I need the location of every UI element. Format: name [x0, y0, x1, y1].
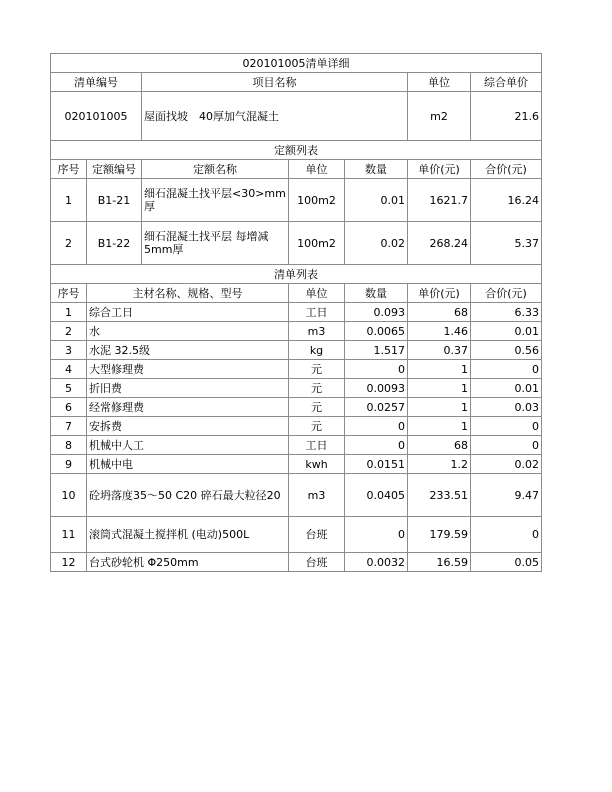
material-row: [51, 398, 542, 417]
material-unit: m3: [289, 322, 345, 341]
material-row: [51, 417, 542, 436]
material-row: [51, 360, 542, 379]
material-total: 6.33: [471, 303, 542, 322]
material-total: 9.47: [471, 474, 542, 517]
bill-unit: m2: [408, 92, 471, 141]
quota-unit-price: 1621.7: [408, 179, 471, 222]
material-name: 台式砂轮机 Φ250mm: [87, 553, 289, 572]
material-no: 7: [51, 417, 87, 436]
material-no: 8: [51, 436, 87, 455]
quota-unit-price-header: 单价(元): [408, 160, 471, 179]
quota-total-header: 合价(元): [471, 160, 542, 179]
quota-section-title: 定额列表: [51, 141, 542, 160]
material-qty-header: 数量: [345, 284, 408, 303]
material-row: [51, 455, 542, 474]
material-total-header: 合价(元): [471, 284, 542, 303]
material-qty: 0: [345, 417, 408, 436]
material-no: 4: [51, 360, 87, 379]
material-no: 1: [51, 303, 87, 322]
material-row: [51, 553, 542, 572]
material-unit-price: 1.46: [408, 322, 471, 341]
material-name: 机械中人工: [87, 436, 289, 455]
quota-code: B1-21: [87, 179, 142, 222]
title-row: [51, 54, 542, 73]
list-section-title: 清单列表: [51, 265, 542, 284]
material-name: 机械中电: [87, 455, 289, 474]
quota-section-row: [51, 141, 542, 160]
material-unit-price: 233.51: [408, 474, 471, 517]
material-no: 3: [51, 341, 87, 360]
material-unit-price: 68: [408, 436, 471, 455]
material-unit-price: 1: [408, 398, 471, 417]
quota-no: 2: [51, 222, 87, 265]
quota-qty: 0.01: [345, 179, 408, 222]
quota-row: [51, 179, 542, 222]
material-unit: kwh: [289, 455, 345, 474]
quota-no-header: 序号: [51, 160, 87, 179]
material-qty: 0: [345, 436, 408, 455]
quota-qty: 0.02: [345, 222, 408, 265]
material-unit: 元: [289, 360, 345, 379]
material-name: 滚筒式混凝土搅拌机 (电动)500L: [87, 517, 289, 553]
bill-name: 屋面找坡 40厚加气混凝土: [142, 92, 408, 141]
material-no-header: 序号: [51, 284, 87, 303]
page-title: 020101005清单详细: [51, 54, 542, 73]
quota-unit: 100m2: [289, 179, 345, 222]
material-no: 5: [51, 379, 87, 398]
material-row: [51, 379, 542, 398]
material-unit-price-header: 单价(元): [408, 284, 471, 303]
material-unit: 元: [289, 398, 345, 417]
material-unit-price: 16.59: [408, 553, 471, 572]
quota-name-header: 定额名称: [142, 160, 289, 179]
bill-detail-table: [50, 53, 542, 572]
material-total: 0: [471, 517, 542, 553]
material-row: [51, 303, 542, 322]
material-unit: 台班: [289, 553, 345, 572]
quota-unit-header: 单位: [289, 160, 345, 179]
material-unit: 工日: [289, 303, 345, 322]
material-name: 水泥 32.5级: [87, 341, 289, 360]
bill-code: 020101005: [51, 92, 142, 141]
quota-name: 细石混凝土找平层<30>mm厚: [142, 179, 289, 222]
quota-qty-header: 数量: [345, 160, 408, 179]
material-total: 0.02: [471, 455, 542, 474]
material-unit-price: 1: [408, 379, 471, 398]
material-unit: kg: [289, 341, 345, 360]
material-qty: 1.517: [345, 341, 408, 360]
material-unit-price: 1: [408, 360, 471, 379]
material-row: [51, 341, 542, 360]
quota-total: 5.37: [471, 222, 542, 265]
quota-code: B1-22: [87, 222, 142, 265]
quota-row: [51, 222, 542, 265]
material-name: 砼坍落度35～50 C20 碎石最大粒径20: [87, 474, 289, 517]
bill-code-header: 清单编号: [51, 73, 142, 92]
material-name: 经常修理费: [87, 398, 289, 417]
material-qty: 0: [345, 360, 408, 379]
bill-price-header: 综合单价: [471, 73, 542, 92]
list-section-row: [51, 265, 542, 284]
material-unit-price: 1: [408, 417, 471, 436]
material-total: 0: [471, 417, 542, 436]
material-name: 折旧费: [87, 379, 289, 398]
material-unit: 工日: [289, 436, 345, 455]
material-qty: 0.0257: [345, 398, 408, 417]
material-no: 10: [51, 474, 87, 517]
material-no: 12: [51, 553, 87, 572]
material-unit: 台班: [289, 517, 345, 553]
material-total: 0: [471, 436, 542, 455]
material-total: 0.01: [471, 379, 542, 398]
material-row: [51, 436, 542, 455]
material-qty: 0: [345, 517, 408, 553]
material-unit-price: 1.2: [408, 455, 471, 474]
bill-row: [51, 92, 542, 141]
quota-unit: 100m2: [289, 222, 345, 265]
bill-header-row: [51, 73, 542, 92]
material-name: 综合工日: [87, 303, 289, 322]
material-qty: 0.0065: [345, 322, 408, 341]
material-no: 6: [51, 398, 87, 417]
material-qty: 0.0151: [345, 455, 408, 474]
quota-no: 1: [51, 179, 87, 222]
material-unit-price: 68: [408, 303, 471, 322]
material-unit-price: 179.59: [408, 517, 471, 553]
material-no: 2: [51, 322, 87, 341]
material-total: 0.03: [471, 398, 542, 417]
material-qty: 0.0093: [345, 379, 408, 398]
material-unit-header: 单位: [289, 284, 345, 303]
material-qty: 0.0032: [345, 553, 408, 572]
quota-code-header: 定额编号: [87, 160, 142, 179]
quota-name: 细石混凝土找平层 每增减5mm厚: [142, 222, 289, 265]
material-no: 9: [51, 455, 87, 474]
material-unit: m3: [289, 474, 345, 517]
material-row: [51, 322, 542, 341]
material-total: 0.05: [471, 553, 542, 572]
material-unit-price: 0.37: [408, 341, 471, 360]
bill-unit-header: 单位: [408, 73, 471, 92]
material-name-header: 主材名称、规格、型号: [87, 284, 289, 303]
material-total: 0: [471, 360, 542, 379]
material-row: [51, 517, 542, 553]
quota-header-row: [51, 160, 542, 179]
bill-price: 21.6: [471, 92, 542, 141]
material-unit: 元: [289, 379, 345, 398]
material-name: 水: [87, 322, 289, 341]
material-unit: 元: [289, 417, 345, 436]
material-total: 0.01: [471, 322, 542, 341]
material-row: [51, 474, 542, 517]
material-qty: 0.093: [345, 303, 408, 322]
material-qty: 0.0405: [345, 474, 408, 517]
bill-name-header: 项目名称: [142, 73, 408, 92]
material-name: 大型修理费: [87, 360, 289, 379]
quota-unit-price: 268.24: [408, 222, 471, 265]
quota-total: 16.24: [471, 179, 542, 222]
material-header-row: [51, 284, 542, 303]
material-name: 安拆费: [87, 417, 289, 436]
material-total: 0.56: [471, 341, 542, 360]
material-no: 11: [51, 517, 87, 553]
